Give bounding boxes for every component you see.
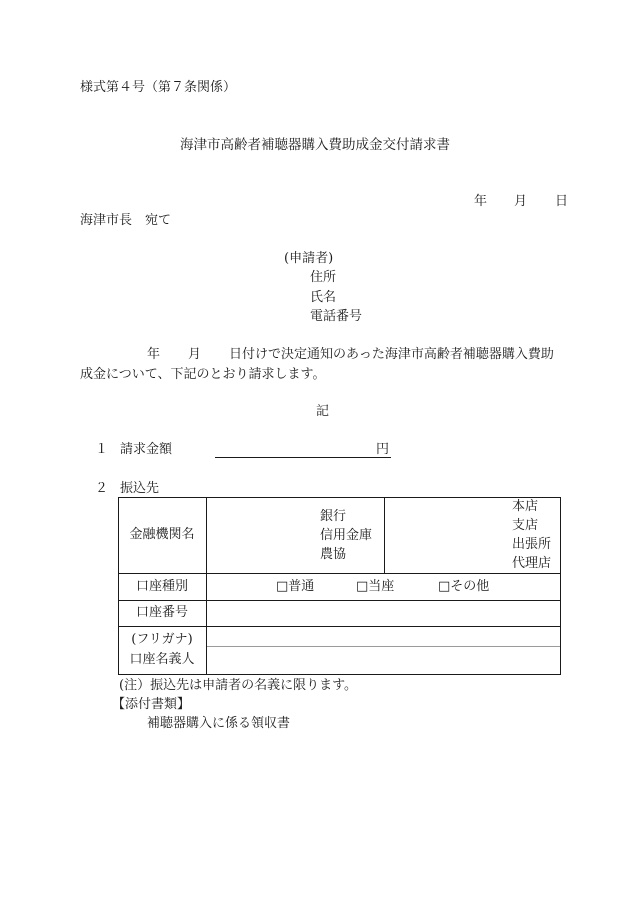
table-rule-type-bottom [118, 600, 561, 601]
item2-number: ２ [95, 481, 109, 496]
account-holder-label: 口座名義人 [129, 652, 195, 667]
branch-type-main: 本店 [512, 499, 539, 514]
date-day-label: 日 [555, 194, 569, 209]
account-number-label: 口座番号 [135, 605, 188, 620]
table-rule-label-column [206, 497, 207, 675]
item1-unit: 円 [376, 442, 390, 457]
account-type-futsu-checkbox[interactable]: □普通 [276, 579, 315, 594]
account-type-other-checkbox[interactable]: □その他 [438, 579, 490, 594]
ki-heading: 記 [316, 404, 330, 419]
bank-type-bank: 銀行 [320, 509, 347, 524]
attachment-item: 補聴器購入に係る領収書 [147, 716, 291, 731]
table-rule-number-bottom [118, 626, 561, 627]
form-number: 様式第４号（第７条関係） [80, 80, 237, 95]
addressee: 海津市長 宛て [80, 213, 172, 228]
bank-type-nokyo: 農協 [320, 547, 347, 562]
body-text-line2: 成金について、下記のとおり請求します。 [80, 367, 326, 382]
table-border-top [118, 497, 561, 498]
item1-number: １ [95, 442, 109, 457]
applicant-heading: (申請者) [284, 251, 334, 266]
applicant-name-label: 氏名 [310, 290, 337, 305]
item2-label: 振込先 [120, 481, 160, 496]
amount-underline [215, 457, 391, 458]
applicant-phone-label: 電話番号 [310, 309, 363, 324]
transfer-note: (注）振込先は申請者の名義に限ります。 [119, 678, 358, 693]
bank-name-label: 金融機関名 [129, 527, 195, 542]
account-type-toza-checkbox[interactable]: □当座 [356, 579, 395, 594]
attachments-heading: 【添付書類】 [112, 697, 191, 712]
document-title: 海津市高齢者補聴器購入費助成金交付請求書 [180, 137, 450, 153]
table-rule-bank-branch [384, 497, 385, 573]
branch-type-agency: 代理店 [512, 556, 552, 571]
branch-type-branch: 支店 [512, 518, 539, 533]
date-month-label: 月 [514, 194, 528, 209]
branch-type-office: 出張所 [512, 537, 552, 552]
table-border-right [560, 497, 561, 675]
account-type-label: 口座種別 [135, 579, 188, 594]
table-rule-furigana [206, 646, 561, 647]
bank-type-shinkin: 信用金庫 [320, 528, 373, 543]
body-year-label: 年 [147, 347, 161, 362]
applicant-address-label: 住所 [310, 270, 337, 285]
date-year-label: 年 [474, 194, 488, 209]
item1-label: 請求金額 [120, 442, 173, 457]
table-rule-bank-bottom [118, 573, 561, 574]
table-border-bottom [118, 674, 561, 675]
furigana-label: (フリガナ) [131, 632, 193, 647]
body-text-line1: 日付けで決定通知のあった海津市高齢者補聴器購入費助 [229, 347, 554, 362]
body-month-label: 月 [188, 347, 202, 362]
